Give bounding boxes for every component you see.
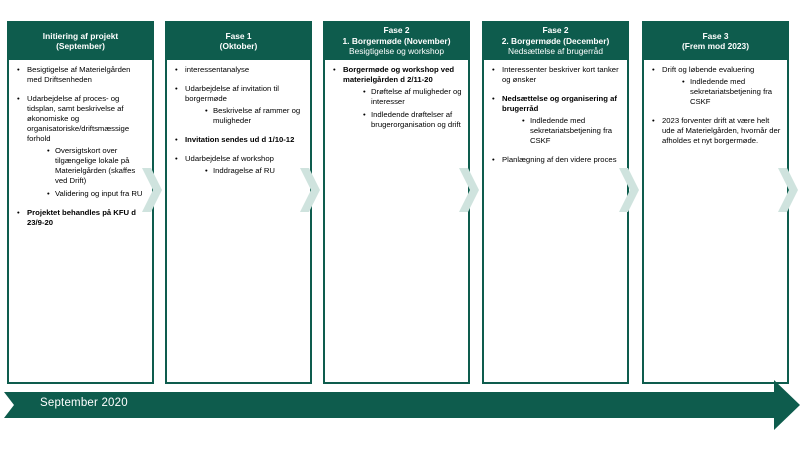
list-item xyxy=(185,84,304,126)
list-item-text: interessentanalyse xyxy=(185,65,250,74)
phase-subtitle: (September) xyxy=(56,41,105,51)
bullet-list xyxy=(15,65,146,228)
chevron-right-icon xyxy=(141,168,163,212)
phase-header xyxy=(483,22,628,60)
phase-body xyxy=(483,60,628,383)
sub-bullet-list xyxy=(27,146,146,199)
phase-column-initiering xyxy=(7,21,154,384)
sub-bullet-list xyxy=(185,106,304,126)
phase-column-fase-3 xyxy=(642,21,789,384)
list-item-text: Udarbejdelse af workshop xyxy=(185,154,274,163)
phase-title: Initiering af projekt xyxy=(42,30,119,41)
chevron-right-icon xyxy=(777,168,799,212)
phase-subtitle: Besigtigelse og workshop xyxy=(349,46,444,57)
phase-subtitle: (Oktober) xyxy=(219,41,258,51)
phase-title: Fase 3 xyxy=(702,30,729,41)
phase-body xyxy=(643,60,788,383)
sub-list-item: • Indledende med sekretariatsbetjening fra CSKF xyxy=(690,77,781,107)
phase-title: Fase 1 xyxy=(225,30,252,41)
sub-bullet-list xyxy=(662,77,781,107)
list-item-text: Drift og løbende evaluering xyxy=(662,65,755,74)
list-item xyxy=(502,94,621,146)
phase-body xyxy=(166,60,311,383)
bullet-list xyxy=(650,65,781,146)
sub-list-item: • Oversigtskort over tilgængelige lokale på Materielgården (skaffes ved Drift) xyxy=(55,146,146,186)
list-item xyxy=(343,65,462,130)
sub-list-item: • Drøftelse af muligheder og interesser xyxy=(371,87,462,107)
bullet-list xyxy=(173,65,304,176)
phase-body xyxy=(8,60,153,383)
phase-header xyxy=(8,22,153,60)
sub-list-item: • Indledende med sekretariatsbetjening fra CSKF xyxy=(530,116,621,146)
timeline-label: September 2020 xyxy=(40,397,128,409)
phase-title: Fase 2 xyxy=(383,25,410,36)
list-item-text: Projektet behandles på KFU d 23/9-20 xyxy=(27,208,136,227)
list-item-text: Borgermøde og workshop ved materielgården d 2/11-20 xyxy=(343,65,455,84)
list-item-text: 2023 forventer drift at være helt ude af Materielgården, hvornår der afholdes et nyt borgermøde. xyxy=(662,116,781,145)
chevron-right-icon xyxy=(618,168,640,212)
list-item xyxy=(185,65,304,75)
list-item xyxy=(27,94,146,199)
phase-line2: 2. Borgermøde (December) xyxy=(501,35,610,46)
bullet-list xyxy=(331,65,462,130)
phase-line2: 1. Borgermøde (November) xyxy=(342,35,451,46)
list-item xyxy=(185,135,304,145)
sub-list-item: • Validering og input fra RU xyxy=(55,189,146,199)
list-item-text: Interessenter beskriver kort tanker og ønsker xyxy=(502,65,619,84)
phase-header xyxy=(643,22,788,60)
sub-bullet-list xyxy=(185,166,304,176)
phase-column-fase-2-november xyxy=(323,21,470,384)
phase-body xyxy=(324,60,469,383)
chevron-right-icon xyxy=(299,168,321,212)
list-item xyxy=(185,154,304,176)
list-item-text: Udarbejdelse af proces- og tidsplan, samt beskrivelse af økonomiske og organisatoriske/driftsmæssige forhold xyxy=(27,94,130,143)
phase-column-fase-1 xyxy=(165,21,312,384)
list-item-text: Nedsættelse og organisering af brugerråd xyxy=(502,94,617,113)
sub-list-item: • Indledende drøftelser af brugerorganisation og drift xyxy=(371,110,462,130)
list-item-text: Invitation sendes ud d 1/10-12 xyxy=(185,135,295,144)
list-item xyxy=(662,116,781,146)
list-item xyxy=(27,208,146,228)
phase-subtitle: Nedsættelse af brugerråd xyxy=(508,46,603,57)
phase-header xyxy=(166,22,311,60)
list-item xyxy=(27,65,146,85)
phase-column-fase-2-december xyxy=(482,21,629,384)
list-item-text: Planlægning af den videre proces xyxy=(502,155,617,164)
chevron-right-icon xyxy=(458,168,480,212)
sub-bullet-list xyxy=(502,116,621,146)
sub-list-item: • Beskrivelse af rammer og muligheder xyxy=(213,106,304,126)
phase-header xyxy=(324,22,469,60)
list-item-text: Udarbejdelse af invitation til borgermøde xyxy=(185,84,280,103)
sub-bullet-list xyxy=(343,87,462,130)
list-item xyxy=(502,155,621,165)
list-item xyxy=(662,65,781,107)
phase-subtitle: (Frem mod 2023) xyxy=(681,41,750,51)
sub-list-item: • Inddragelse af RU xyxy=(213,166,304,176)
list-item-text: Besigtigelse af Materielgården med Driftsenheden xyxy=(27,65,131,84)
phase-title: Fase 2 xyxy=(542,25,569,36)
list-item xyxy=(502,65,621,85)
bullet-list xyxy=(490,65,621,165)
